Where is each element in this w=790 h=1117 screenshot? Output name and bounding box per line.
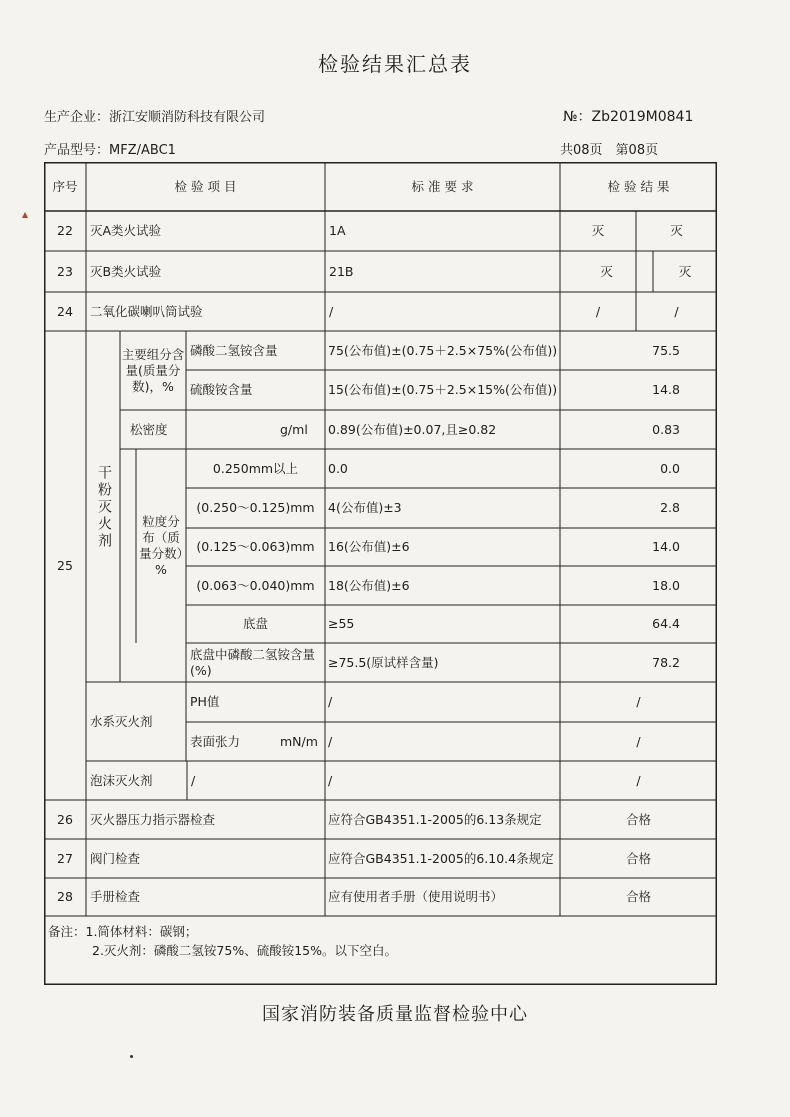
base-map-result: 78.2 xyxy=(652,654,680,670)
p2-result: 2.8 xyxy=(660,500,680,515)
density-standard: 0.89(公布值)±0.07,且≥0.82 xyxy=(328,421,497,437)
base-map-standard: ≥75.5(原试样含量) xyxy=(328,654,439,670)
row25-seq: 25 xyxy=(57,557,73,573)
row22-result-1: 灭 xyxy=(591,223,605,238)
col-item-header: 检 验 项 目 xyxy=(174,178,237,194)
scan-dot xyxy=(130,1055,133,1058)
row26-standard: 应符合GB4351.1-2005的6.13条规定 xyxy=(328,811,542,827)
density-unit: g/ml xyxy=(280,421,308,437)
col-result-header: 检 验 结 果 xyxy=(607,178,670,194)
foam-standard: / xyxy=(328,772,333,788)
ph-result: / xyxy=(636,694,641,709)
row27-standard: 应符合GB4351.1-2005的6.10.4条规定 xyxy=(328,850,554,866)
row23-seq: 23 xyxy=(57,263,73,279)
tension-result: / xyxy=(636,733,641,749)
col-seq-header: 序号 xyxy=(52,178,78,194)
results-table xyxy=(44,162,717,985)
foam-sub: / xyxy=(191,772,196,788)
row22-item: 灭A类火试验 xyxy=(90,223,162,238)
row22-result-2: 灭 xyxy=(670,223,683,238)
p1-result: 0.0 xyxy=(660,460,680,476)
remark-line-2: 2.灭火剂：磷酸二氢铵75%、硫酸铵15%。以下空白。 xyxy=(92,943,397,958)
density-result: 0.83 xyxy=(652,421,680,437)
page-count: 共08页 第08页 xyxy=(560,143,659,158)
row22-standard: 1A xyxy=(329,223,346,238)
as-content-label: 硫酸铵含量 xyxy=(190,382,253,397)
p4-result: 18.0 xyxy=(652,577,680,593)
particle-distribution-label: 粒度分布（质量分数）% xyxy=(139,514,183,577)
as-content-result: 14.8 xyxy=(652,382,680,397)
col-standard-header: 标 准 要 求 xyxy=(411,178,474,194)
base-map-label: 底盘中磷酸二氢铵含量(%) xyxy=(190,646,316,678)
company-label: 生产企业：浙江安顺消防科技有限公司 xyxy=(44,110,266,125)
row26-item: 灭火器压力指示器检查 xyxy=(90,811,216,827)
row27-seq: 27 xyxy=(57,850,73,866)
p2-label: (0.250～0.125)mm xyxy=(196,500,315,515)
remark-line-1: 备注：1.简体材料：碳钢； xyxy=(48,924,198,939)
base-label: 底盘 xyxy=(242,616,268,631)
p3-result: 14.0 xyxy=(652,539,680,554)
row28-result: 合格 xyxy=(625,889,651,904)
density-label: 松密度 xyxy=(130,421,168,437)
map-content-label: 磷酸二氢铵含量 xyxy=(190,342,278,358)
row24-standard: / xyxy=(329,303,334,319)
row28-standard: 应有使用者手册（使用说明书） xyxy=(328,889,504,904)
issuer-name: 国家消防装备质量监督检验中心 xyxy=(262,1004,528,1025)
main-component-label: 主要组分含量(质量分数)，% xyxy=(121,346,185,394)
p2-standard: 4(公布值)±3 xyxy=(328,500,402,515)
red-mark xyxy=(22,212,28,218)
p4-label: (0.063～0.040)mm xyxy=(196,577,315,593)
page-title: 检验结果汇总表 xyxy=(318,52,472,76)
row28-seq: 28 xyxy=(57,889,73,904)
dry-powder-label: 干粉灭火剂 xyxy=(96,464,112,550)
foam-result: / xyxy=(636,772,641,788)
row27-item: 阀门检查 xyxy=(90,850,141,866)
ph-label: PH值 xyxy=(190,694,220,709)
p3-standard: 16(公布值)±6 xyxy=(328,539,410,554)
map-content-standard: 75(公布值)±(0.75＋2.5×75%(公布值)) xyxy=(328,342,558,358)
row24-result-2: / xyxy=(674,303,679,319)
report-number: №：Zb2019M0841 xyxy=(563,109,694,125)
row26-result: 合格 xyxy=(625,811,651,827)
tension-unit: mN/m xyxy=(280,733,318,749)
base-standard: ≥55 xyxy=(328,616,355,631)
row26-seq: 26 xyxy=(57,811,73,827)
p1-label: 0.250mm以上 xyxy=(212,460,299,476)
row27-result: 合格 xyxy=(625,850,651,866)
row23-item: 灭B类火试验 xyxy=(90,263,162,279)
row28-item: 手册检查 xyxy=(90,889,141,904)
p1-standard: 0.0 xyxy=(328,460,348,476)
row24-seq: 24 xyxy=(57,303,73,319)
map-content-result: 75.5 xyxy=(652,342,680,358)
as-content-standard: 15(公布值)±(0.75＋2.5×15%(公布值)) xyxy=(328,382,558,397)
row24-item: 二氧化碳喇叭筒试验 xyxy=(90,303,203,319)
model-label: 产品型号：MFZ/ABC1 xyxy=(44,143,176,158)
water-agent-label: 水系灭火剂 xyxy=(90,713,153,729)
tension-standard: / xyxy=(328,733,333,749)
ph-standard: / xyxy=(328,694,333,709)
row24-result-1: / xyxy=(595,303,601,319)
remarks xyxy=(48,922,397,960)
row23-result-1: 灭 xyxy=(600,263,613,279)
row22-seq: 22 xyxy=(57,223,73,238)
tension-label: 表面张力 xyxy=(190,733,241,749)
p3-label: (0.125～0.063)mm xyxy=(196,539,315,554)
row23-result-2: 灭 xyxy=(678,263,692,279)
base-result: 64.4 xyxy=(652,616,680,631)
p4-standard: 18(公布值)±6 xyxy=(328,577,410,593)
row23-standard: 21B xyxy=(329,263,354,279)
foam-agent-label: 泡沫灭火剂 xyxy=(90,772,153,788)
